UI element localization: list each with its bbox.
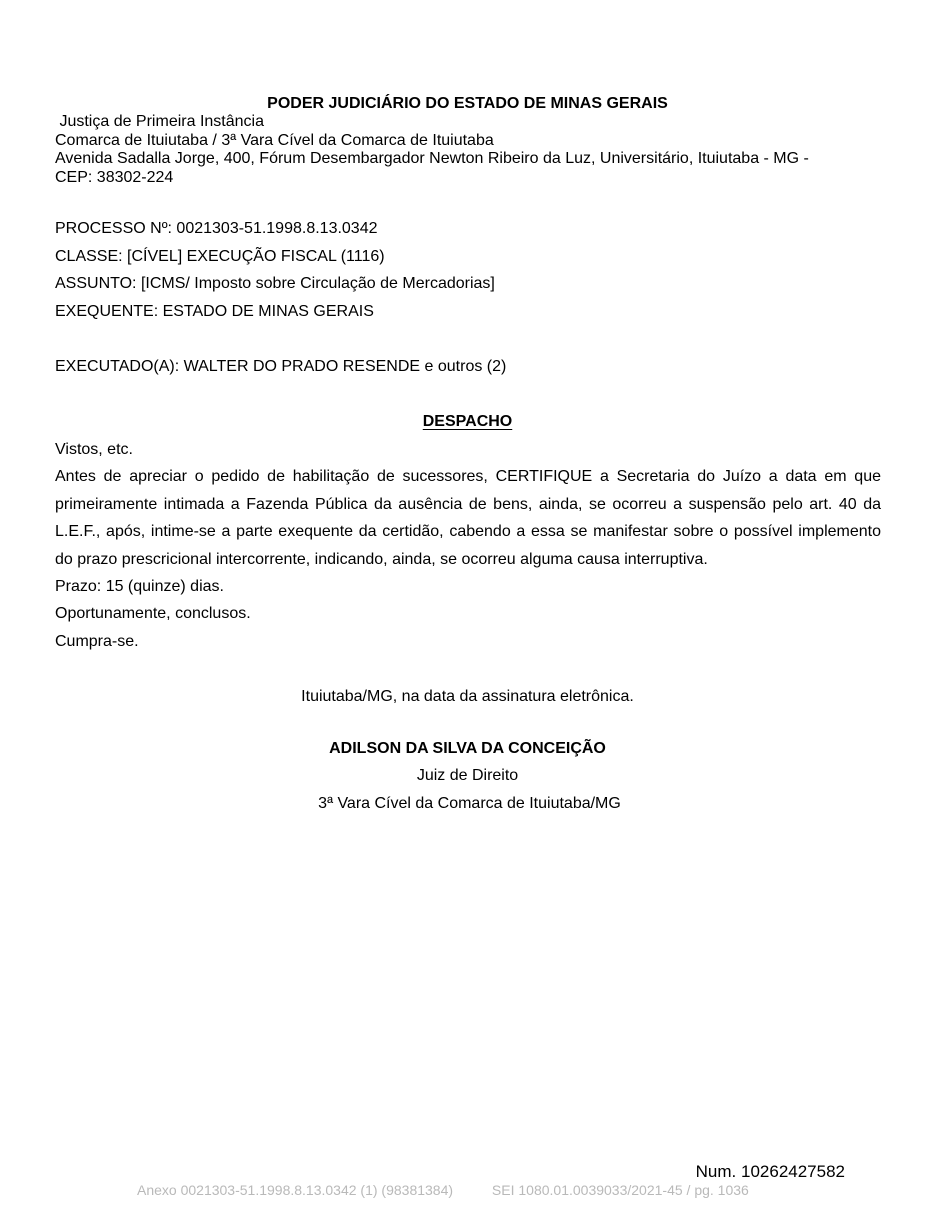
dispatch-title xyxy=(0,412,935,432)
dispatch-body xyxy=(55,436,881,655)
dispatch-title-text: DESPACHO xyxy=(422,413,513,430)
court-header xyxy=(55,113,885,187)
postal-code-line: CEP: 38302-224 xyxy=(55,168,174,186)
conclusion: Oportunamente, conclusos. xyxy=(55,605,251,623)
case-number: PROCESSO Nº: 0021303-51.1998.8.13.0342 xyxy=(55,220,378,237)
district-line: Comarca de Ituiutaba / 3ª Vara Cível da Comarca de Ituiutaba xyxy=(55,131,494,149)
address-line: Avenida Sadalla Jorge, 400, Fórum Desembargador Newton Ribeiro da Luz, Universitário, Ituiutaba - MG - xyxy=(55,150,809,167)
document-number: Num. 10262427582 xyxy=(695,1162,845,1181)
case-subject: ASSUNTO: [ICMS/ Imposto sobre Circulação de Mercadorias] xyxy=(55,275,495,292)
case-plaintiff: EXEQUENTE: ESTADO DE MINAS GERAIS xyxy=(55,303,374,320)
court-unit: 3ª Vara Cível da Comarca de Ituiutaba/MG xyxy=(318,795,621,812)
footer-stamp: Anexo 0021303-51.1998.8.13.0342 (1) (98381384) SEI 1080.01.0039033/2021-45 / pg. 1036 xyxy=(137,1182,749,1198)
closing: Cumpra-se. xyxy=(55,632,139,650)
judge-name: ADILSON DA SILVA DA CONCEIÇÃO xyxy=(329,740,606,757)
instance-line: Justiça de Primeira Instância xyxy=(55,113,264,130)
place-date: Ituiutaba/MG, na data da assinatura eletrônica. xyxy=(301,688,634,705)
greeting: Vistos, etc. xyxy=(55,441,133,458)
deadline: Prazo: 15 (quinze) dias. xyxy=(55,578,224,596)
judge-title: Juiz de Direito xyxy=(416,767,519,784)
court-title: PODER JUDICIÁRIO DO ESTADO DE MINAS GERAIS xyxy=(267,95,668,112)
case-class: CLASSE: [CÍVEL] EXECUÇÃO FISCAL (1116) xyxy=(55,248,385,265)
dispatch-paragraph: Antes de apreciar o pedido de habilitação de sucessores, CERTIFIQUE a Secretaria do Juízo a data em que primeiramente intimada a Fazenda Pública da ausência de bens, ainda, se ocorreu a suspensão pelo art. 40 da L.E.F., após, intime-se a parte exequente da certidão, cabendo a essa se manifestar sobre o possível implemento do prazo prescricional intercorrente, indicando, ainda, se ocorreu alguma causa interruptiva. xyxy=(55,468,881,568)
case-defendant: EXECUTADO(A): WALTER DO PRADO RESENDE e outros (2) xyxy=(55,358,507,375)
